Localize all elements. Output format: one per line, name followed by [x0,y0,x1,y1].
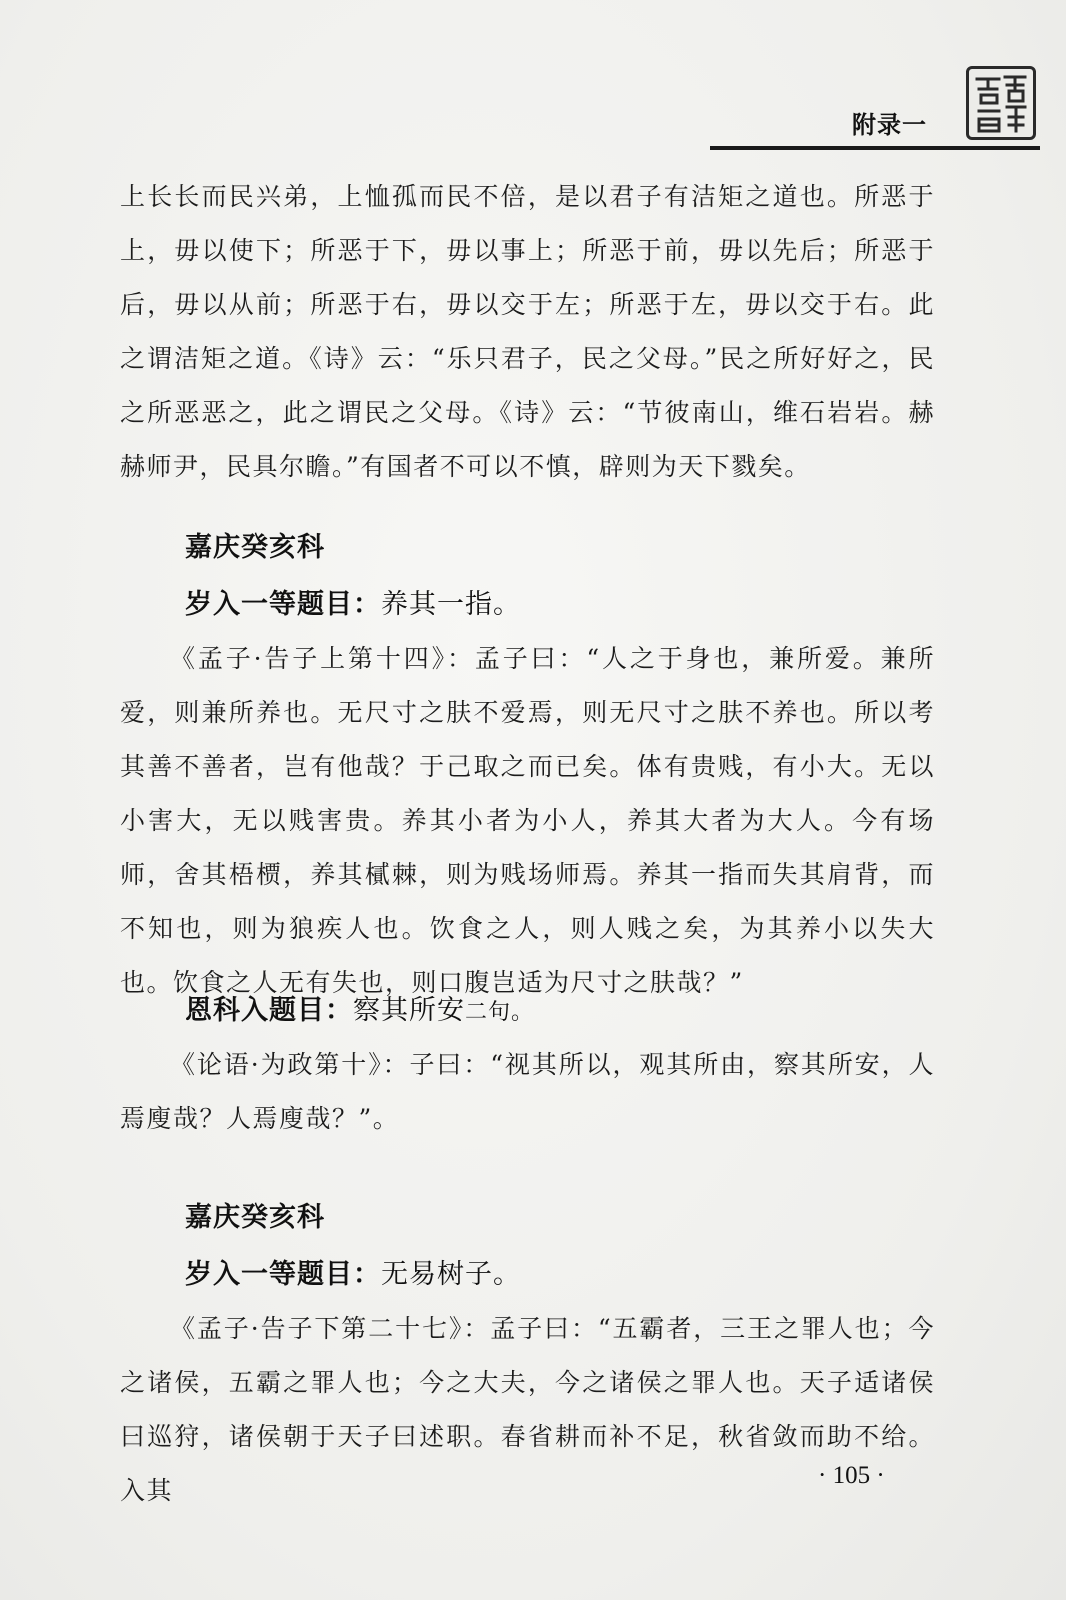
topic-label: 岁入一等题目： [185,589,381,620]
seal-stamp-icon [966,66,1036,140]
topic-label: 恩科入题目： [185,995,353,1026]
page-number: · 105 · [818,1462,885,1489]
quotation-paragraph [120,1302,935,1518]
topic-title: 察其所安 [353,995,465,1026]
exam-topic-heading [185,582,521,621]
running-header: 附录一 [852,111,927,139]
body-text: 《孟子·告子下第二十七》：孟子曰：“五霸者，三王之罪人也；今之诸侯，五霸之罪人也；今之大夫，今之诸侯之罪人也。天子适诸侯曰巡狩，诸侯朝于天子曰述职。春省耕而补不足，秋省敛而助不给。入其 [120,1314,935,1505]
paragraph-continued [120,170,935,494]
section-heading: 嘉庆癸亥科 [185,1202,325,1233]
exam-topic-heading [185,1252,521,1291]
header-rule [710,146,1040,150]
topic-label: 岁入一等题目： [185,1259,381,1290]
exam-topic-heading [185,988,534,1027]
body-text: 《论语·为政第十》：子曰：“视其所以，观其所由，察其所安，人焉廋哉？人焉廋哉？”。 [120,1050,935,1133]
body-text: 上长长而民兴弟，上恤孤而民不倍，是以君子有洁矩之道也。所恶于上，毋以使下；所恶于下，毋以事上；所恶于前，毋以先后；所恶于后，毋以从前；所恶于右，毋以交于左；所恶于左，毋以交于右。此之谓洁矩之道。《诗》云：“乐只君子，民之父母。”民之所好好之，民之所恶恶之，此之谓民之父母。《诗》云：“节彼南山，维石岩岩。赫赫师尹，民具尔瞻。”有国者不可以不慎，辟则为天下戮矣。 [120,182,935,481]
topic-note: 二句。 [465,1000,535,1025]
section-heading: 嘉庆癸亥科 [185,532,325,563]
quotation-paragraph [120,1038,935,1146]
topic-title: 无易树子。 [381,1259,521,1290]
quotation-paragraph [120,632,935,1010]
topic-title: 养其一指。 [381,589,521,620]
body-text: 《孟子·告子上第十四》：孟子曰：“人之于身也，兼所爱。兼所爱，则兼所养也。无尺寸之肤不爱焉，则无尺寸之肤不养也。所以考其善不善者，岂有他哉？于己取之而已矣。体有贵贱，有小大。无以小害大，无以贱害贵。养其小者为小人，养其大者为大人。今有场师，舍其梧槚，养其樲棘，则为贱场师焉。养其一指而失其肩背，而不知也，则为狼疾人也。饮食之人，则人贱之矣，为其养小以失大也。饮食之人无有失也，则口腹岂适为尺寸之肤哉？” [120,644,935,997]
